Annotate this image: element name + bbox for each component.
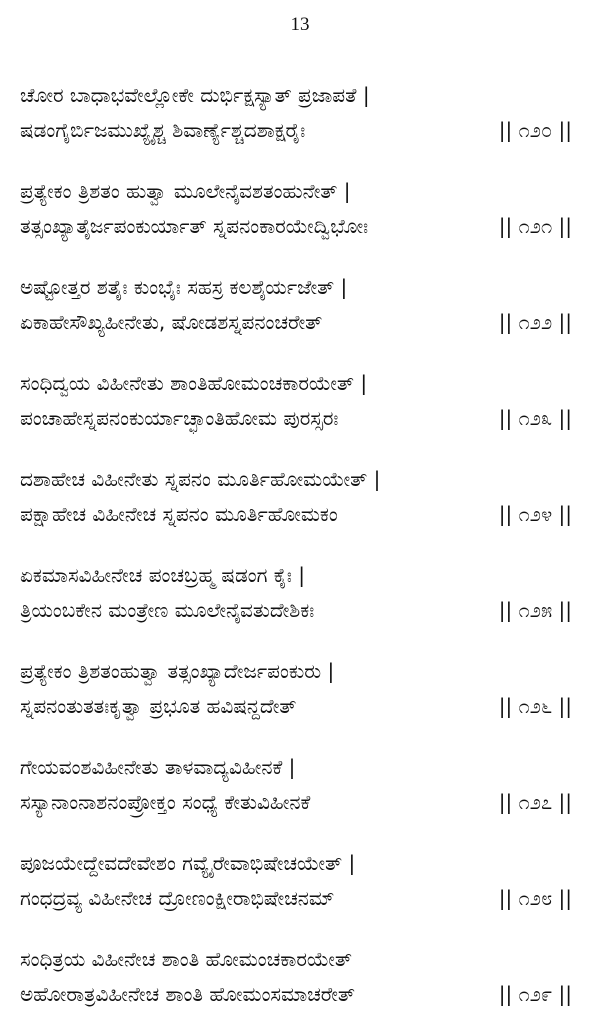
verse-126 [0, 650, 600, 746]
verse-line-1: ಏಕಮಾಸವಿಹೀನೇಚ ಪಂಚಬ್ರಹ್ಮ ಷಡಂಗ ಕೈಃ | [20, 563, 306, 587]
verse-number: || ೧೨೭ || [498, 790, 572, 814]
verse-number: || ೧೨೪ || [498, 502, 572, 526]
verse-127 [0, 746, 600, 842]
verse-line-2: ಸ್ನಪನಂತುತತಃಕೃತ್ವಾ ಪ್ರಭೂತ ಹವಿಷನ್ದದೇತ್ [20, 694, 297, 718]
verse-number: || ೧೨೮ || [498, 886, 572, 910]
verse-number: || ೧೨೦ || [498, 118, 572, 142]
verse-line-1: ಅಷ್ಟೋತ್ತರ ಶತೈಃ ಕುಂಭೈಃ ಸಹಸ್ರ ಕಲಶೈರ್ಯಜೇತ್ | [20, 275, 348, 299]
verse-line-2: ಗಂಧದ್ರವ್ಯ ವಿಹೀನೇಚ ದ್ರೋಣಂಕ್ಷೀರಾಭಿಷೇಚನಮ್ [20, 886, 335, 910]
verse-number: || ೧೨೬ || [498, 694, 572, 718]
verse-number: || ೧೨೩ || [498, 406, 572, 430]
verse-120 [0, 74, 600, 170]
verse-line-1: ಸಂಧಿತ್ರಯ ವಿಹೀನೇಚ ಶಾಂತಿ ಹೋಮಂಚಕಾರಯೇತ್ [20, 947, 352, 971]
verse-line-1: ದಶಾಹೇಚ ವಿಹೀನೇತು ಸ್ನಪನಂ ಮೂರ್ತಿಹೋಮಯೇತ್ | [20, 467, 381, 491]
verse-line-1: ಸಂಧಿದ್ವಯ ವಿಹೀನೇತು ಶಾಂತಿಹೋಮಂಚಕಾರಯೇತ್ | [20, 371, 368, 395]
verse-line-1: ಪ್ರತ್ಯೇಕಂ ತ್ರಿಶತಂ ಹುತ್ವಾ ಮೂಲೇನೈವಶತಂಹುನೇತ್ | [20, 179, 351, 203]
verse-number: || ೧೨೧ || [498, 214, 572, 238]
verse-line-1: ಗೇಯವಂಶವಿಹೀನೇತು ತಾಳವಾದ್ಯವಿಹೀನಕೆ | [20, 755, 296, 779]
verse-number: || ೧೨೯ || [498, 982, 572, 1006]
verse-line-2: ಅಹೋರಾತ್ರವಿಹೀನೇಚ ಶಾಂತಿ ಹೋಮಂಸಮಾಚರೇತ್ [20, 982, 356, 1006]
verse-125 [0, 554, 600, 650]
verse-line-1: ಪ್ರತ್ಯೇಕಂ ತ್ರಿಶತಂಹುತ್ವಾ ತತ್ಸಂಖ್ಯಾದೇರ್ಜಪಂಕುರು | [20, 659, 335, 683]
verse-122 [0, 266, 600, 362]
verse-line-2: ಏಕಾಹೇಸೌಖ್ಯಹೀನೇತು, ಷೋಡಶಸ್ನಪನಂಚರೇತ್ [20, 310, 323, 334]
verse-line-2: ತ್ರಿಯಂಬಕೇನ ಮಂತ್ರೇಣ ಮೂಲೇನೈವತುದೇಶಿಕಃ [20, 598, 315, 622]
verse-number: || ೧೨೨ || [498, 310, 572, 334]
verse-123 [0, 362, 600, 458]
page-number: 13 [290, 14, 310, 35]
verse-line-1: ಚೋರ ಬಾಧಾಭವೇಲ್ಲೋಕೇ ದುರ್ಭಿಕ್ಷಸ್ಯಾತ್ ಪ್ರಜಾಪತೆ | [20, 83, 370, 107]
verse-129 [0, 938, 600, 1034]
verse-line-1: ಪೂಜಯೇದ್ದೇವದೇವೇಶಂ ಗವ್ಯೈರೇವಾಭಿಷೇಚಯೇತ್ | [20, 851, 356, 875]
verse-124 [0, 458, 600, 554]
verse-line-2: ಪಂಚಾಹೇಸ್ನಪನಂಕುರ್ಯಾಚ್ಛಾಂತಿಹೋಮ ಪುರಸ್ಸರಃ [20, 406, 339, 430]
verse-line-2: ಪಕ್ಷಾಹೇಚ ವಿಹೀನೇಚ ಸ್ನಪನಂ ಮೂರ್ತಿಹೋಮಕಂ [20, 502, 338, 526]
verse-line-2: ಷಡಂಗೈರ್ಬಿಜಮುಖ್ಯೈಶ್ಚ ಶಿವಾರ್ಣ್ಯೆಶ್ಚದಶಾಕ್ಷರೈಃ [20, 118, 306, 142]
verse-128 [0, 842, 600, 938]
verse-line-2: ತತ್ಸಂಖ್ಯಾತೈರ್ಜಪಂಕುರ್ಯಾತ್ ಸ್ನಪನಂಕಾರಯೇದ್ವಿಭೋಃ [20, 214, 369, 238]
verse-line-2: ಸಸ್ಯಾನಾಂನಾಶನಂಪ್ರೋಕ್ತಂ ಸಂಧ್ಯೆ ಕೇತುವಿಹೀನಕೆ [20, 790, 311, 814]
verse-list [0, 74, 600, 1034]
verse-121 [0, 170, 600, 266]
verse-number: || ೧೨೫ || [498, 598, 572, 622]
